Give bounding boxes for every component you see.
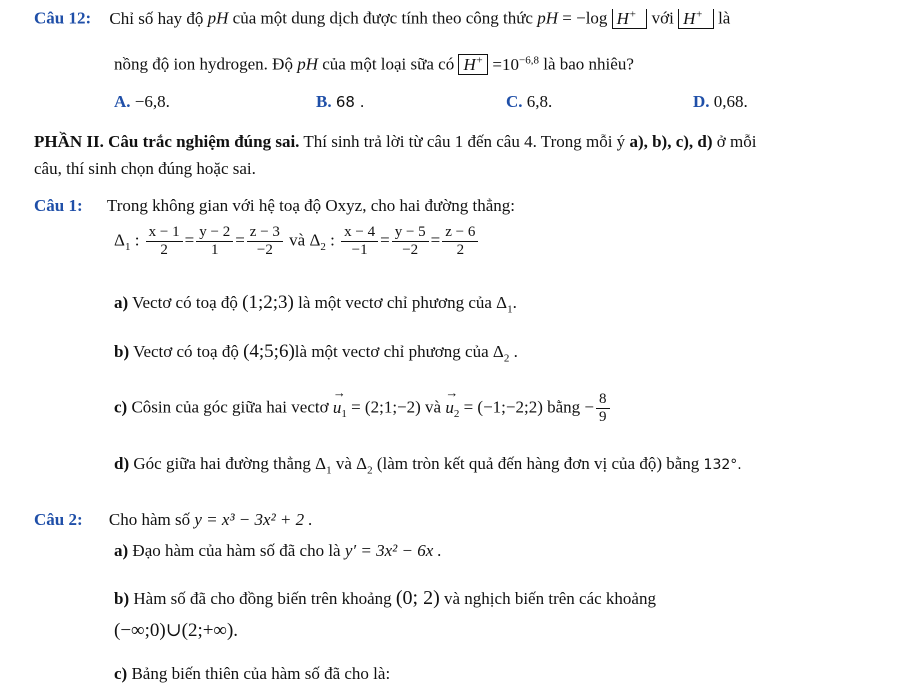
part2-text2: ở mỗi [712, 132, 757, 151]
q12-line2c: là bao nhiêu? [543, 54, 634, 74]
q12-h-bracket: H+ [612, 9, 640, 29]
part2-line1 [34, 132, 756, 152]
vector-u2: → u [445, 398, 454, 418]
q12-formula-lhs: pH [537, 8, 559, 28]
q12-la: là [713, 8, 731, 28]
q12-option-d[interactable]: D. 0,68. [693, 92, 748, 111]
q12-formula-eq: = −log [562, 8, 608, 28]
q1-item-b: b) Vectơ có toạ độ (4;5;6)là một vectơ chỉ phương của $\Delta_2$ . [114, 341, 518, 365]
q12-label: Câu 12: [34, 8, 92, 28]
part2-title: PHẦN II. Câu trắc nghiệm đúng sai. [34, 132, 300, 151]
q12-ph: pH [207, 8, 229, 28]
q1-equations: $\Delta_1$ : $\frac{x - 1}{2}$ = $\frac{y - 2}{1}$ = $\frac{z - 3}{-2}$ và $\Delta_2$ : $\frac{x - 4}{-1}$ = $\frac{y - 5}{-2}$ = $\frac{z - 6}{2}$ [114, 224, 480, 260]
part2-text: Thí sinh trả lời từ câu 1 đến câu 4. Trong mỗi ý [299, 132, 630, 151]
q1-item-d: d) Góc giữa hai đường thẳng $\Delta_1$ và $\Delta_2$ (làm tròn kết quả đến hàng đơn vị của độ) bằng 132°. [114, 454, 742, 477]
frac-4: $\frac{x - 4}{-1}$ [341, 224, 378, 260]
q12-option-c[interactable]: C. 6,8. [506, 92, 553, 111]
vector-u1: → u [333, 398, 342, 418]
q1-label: Câu 1: [34, 196, 83, 215]
q2-item-b-line2: (−∞;0)∪(2;+∞). [114, 620, 239, 641]
frac-2: $\frac{y - 2}{1}$ [196, 224, 233, 260]
q12-text2: của một dung dịch được tính theo công thức [232, 8, 538, 28]
q2-item-a: a) Đạo hàm của hàm số đã cho là y′ = 3x² − 6x . [114, 541, 442, 560]
q2-item-c: c) Bảng biến thiên của hàm số đã cho là: [114, 664, 391, 683]
q2-func: y = x³ − 3x² + 2 . [194, 510, 313, 529]
q12-with: với [647, 8, 679, 28]
q1-line1 [34, 196, 515, 216]
q2-item-b: b) Hàm số đã cho đồng biến trên khoảng (0; 2) và nghịch biến trên các khoảng [114, 587, 656, 609]
part2-abcd: a), b), c), d) [629, 132, 713, 151]
q1-item-c: c) Côsin của góc giữa hai vectơ → $u_1$ = (2;1;−2) và → $u_2$ = (−1;−2;2) bằng − $\frac{8}{9}$ [114, 391, 612, 427]
q1-intro: Trong không gian với hệ toạ độ Oxyz, cho hai đường thẳng: [106, 196, 515, 215]
q1-item-a: a) Vectơ có toạ độ (1;2;3) là một vectơ chỉ phương của $\Delta_1$. [114, 292, 517, 316]
frac-3: $\frac{z - 3}{-2}$ [247, 224, 283, 260]
q12-ph-2: pH [297, 54, 318, 74]
q12-line2a: nồng độ ion hydrogen. Độ [114, 54, 298, 74]
q2-intro: Cho hàm số [108, 510, 195, 529]
q12-h-box: H+ [458, 54, 488, 75]
q12-line1 [34, 8, 730, 29]
q12-option-a[interactable]: A. −6,8. [114, 92, 170, 111]
frac-5: $\frac{y - 5}{-2}$ [392, 224, 429, 260]
frac-6: $\frac{z - 6}{2}$ [442, 224, 478, 260]
q12-option-b[interactable]: B. 68 . [316, 92, 365, 111]
q12-eq-val: $=10^{-6,8}$ [492, 54, 539, 74]
frac-cos: $\frac{8}{9}$ [596, 391, 610, 427]
q2-line1 [34, 510, 313, 530]
q12-h-bracket-2: H+ [678, 9, 706, 29]
q12-text1: Chỉ số hay độ [109, 8, 208, 28]
part2-line2: câu, thí sinh chọn đúng hoặc sai. [34, 159, 256, 178]
q12-line2 [114, 54, 634, 75]
frac-1: $\frac{x - 1}{2}$ [146, 224, 183, 260]
q2-label: Câu 2: [34, 510, 83, 529]
q12-line2b: của một loại sữa có [322, 54, 459, 74]
